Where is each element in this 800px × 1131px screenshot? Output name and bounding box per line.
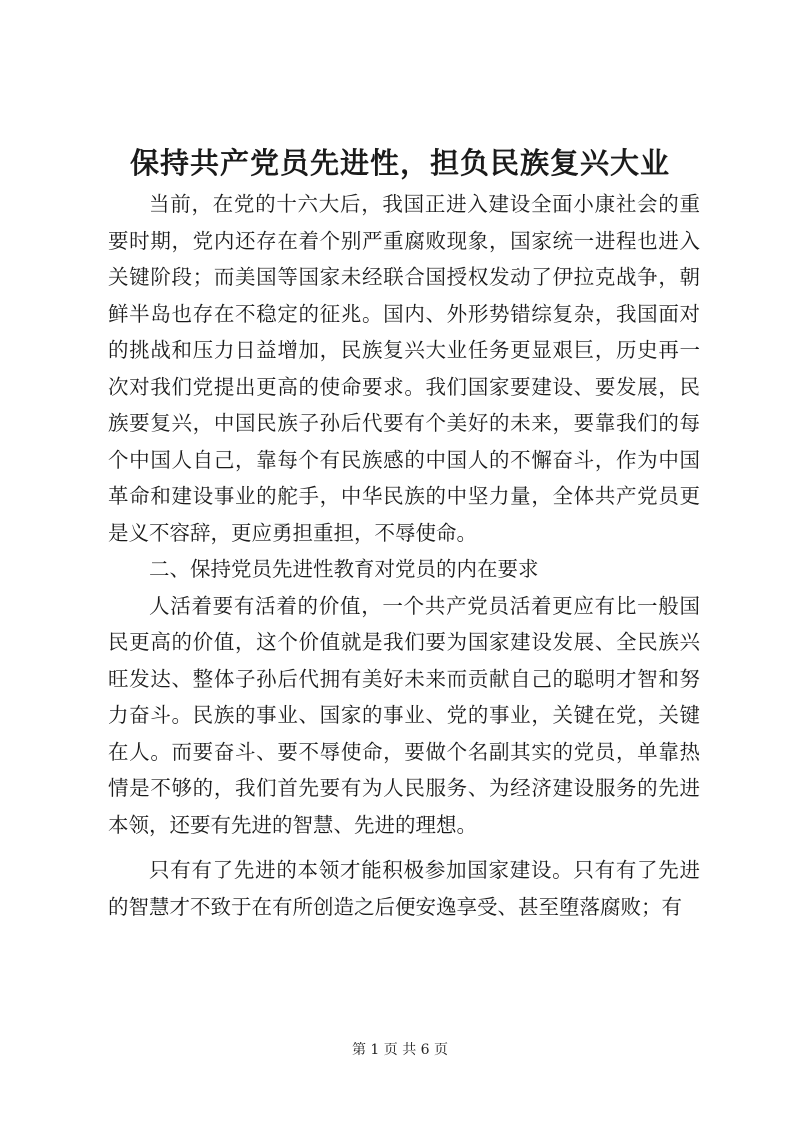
section-heading: 二、保持党员先进性教育对党员的内在要求 bbox=[149, 557, 539, 581]
paragraph-values: 人活着要有活着的价值，一个共产党员活着更应有比一般国民更高的价值，这个价值就是我们要为国家建设发展、全民族兴旺发达、整体子孙后代拥有美好未来而贡献自己的聪明才智和努力奋斗。民族的事业、国家的事业、党的事业，关键在党，关键在人。而要奋斗、要不辱使命，要做个名副其实的党员，单靠热情是不够的，我们首先要有为人民服务、为经济建设服务的先进本领，还要有先进的智慧、先进的理想。 bbox=[108, 593, 700, 837]
page-footer: 第 1 页 共 6 页 bbox=[351, 1042, 449, 1058]
document-title: 保持共产党员先进性，担负民族复兴大业 bbox=[129, 146, 670, 180]
document-body bbox=[108, 186, 700, 925]
paragraph-ability: 只有有了先进的本领才能积极参加国家建设。只有有了先进的智慧才不致于在有所创造之后便安逸享受、甚至堕落腐败；有 bbox=[108, 858, 700, 919]
paragraph-intro: 当前，在党的十六大后，我国正进入建设全面小康社会的重要时期，党内还存在着个别严重腐败现象，国家统一进程也进入关键阶段；而美国等国家未经联合国授权发动了伊拉克战争，朝鲜半岛也存在不稳定的征兆。国内、外形势错综复杂，我国面对的挑战和压力日益增加，民族复兴大业任务更显艰巨，历史再一次对我们党提出更高的使命要求。我们国家要建设、要发展，民族要复兴，中国民族子孙后代要有个美好的未来，要靠我们的每个中国人自己，靠每个有民族感的中国人的不懈奋斗，作为中国革命和建设事业的舵手，中华民族的中坚力量，全体共产党员更是义不容辞，更应勇担重担，不辱使命。 bbox=[108, 192, 700, 545]
